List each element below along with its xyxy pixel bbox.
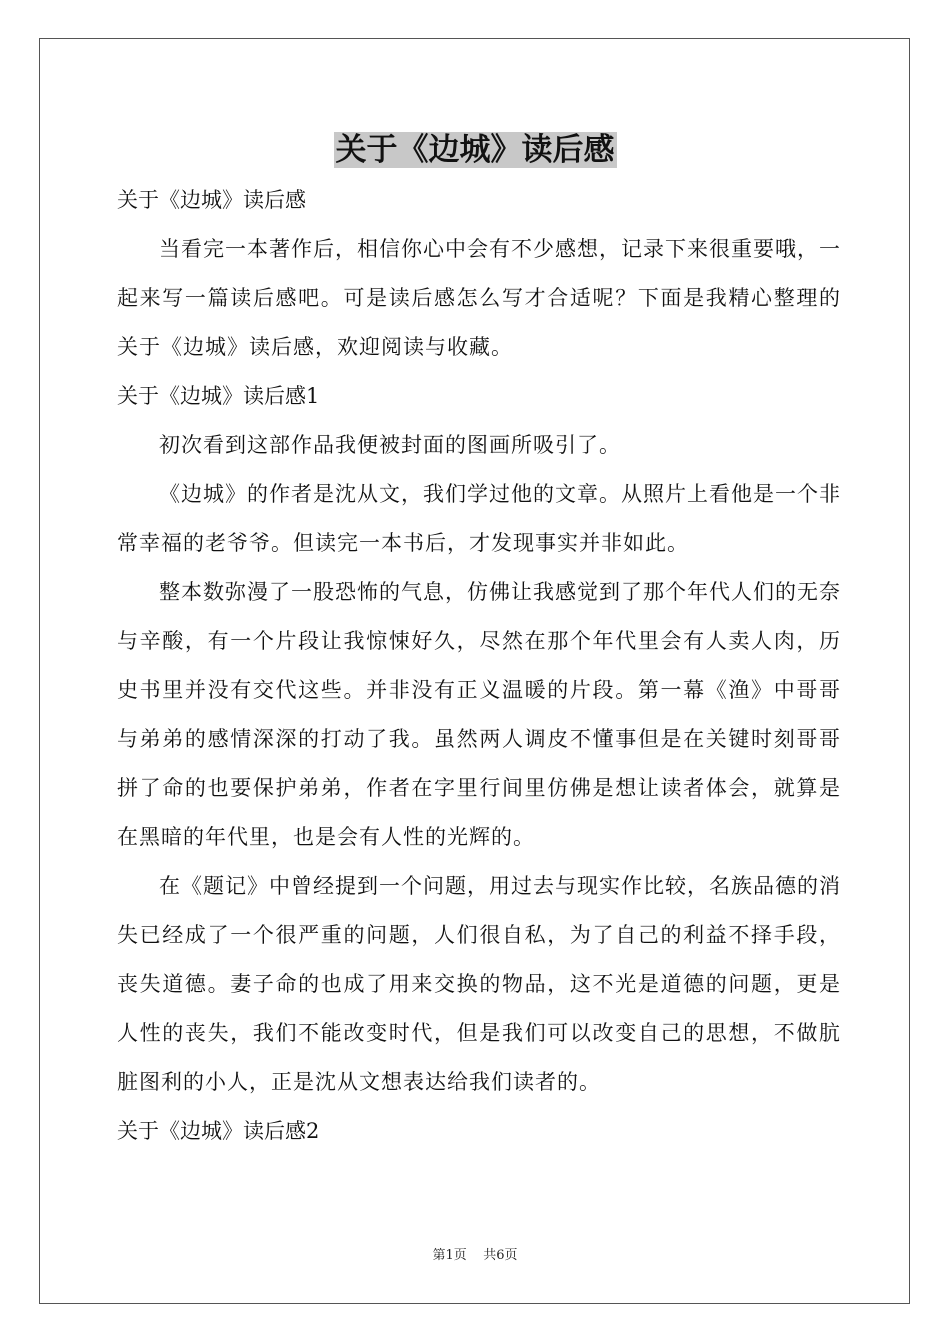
document-body (117, 176, 841, 1156)
section-heading-2: 关于《边城》读后感2 (117, 1119, 320, 1143)
paragraph: 整本数弥漫了一股恐怖的气息，仿佛让我感觉到了那个年代人们的无奈与辛酸，有一个片段让我惊悚好久，尽然在那个年代里会有人卖人肉，历史书里并没有交代这些。并非没有正义温暖的片段。第一幕《渔》中哥哥与弟弟的感情深深的打动了我。虽然两人调皮不懂事但是在关键时刻哥哥拼了命的也要保护弟弟，作者在字里行间里仿佛是想让读者体会，就算是在黑暗的年代里，也是会有人性的光辉的。 (117, 580, 841, 849)
paragraph: 初次看到这部作品我便被封面的图画所吸引了。 (159, 433, 621, 457)
page-number: 第1页 (432, 1248, 467, 1263)
section-heading: 关于《边城》读后感 (117, 188, 306, 212)
document-title-text: 关于《边城》读后感 (335, 132, 615, 168)
section-heading-1: 关于《边城》读后感1 (117, 384, 320, 408)
paragraph: 《边城》的作者是沈从文，我们学过他的文章。从照片上看他是一个非常幸福的老爷爷。但读完一本书后，才发现事实并非如此。 (117, 482, 841, 555)
page-total: 共6页 (483, 1248, 518, 1263)
paragraph: 在《题记》中曾经提到一个问题，用过去与现实作比较，名族品德的消失已经成了一个很严重的问题，人们很自私，为了自己的利益不择手段，丧失道德。妻子命的也成了用来交换的物品，这不光是道德的问题，更是人性的丧失，我们不能改变时代，但是我们可以改变自己的思想，不做肮脏图利的小人，正是沈从文想表达给我们读者的。 (117, 874, 841, 1094)
page-footer (0, 1246, 950, 1266)
intro-paragraph: 当看完一本著作后，相信你心中会有不少感想，记录下来很重要哦，一起来写一篇读后感吧。可是读后感怎么写才合适呢？下面是我精心整理的关于《边城》读后感，欢迎阅读与收藏。 (117, 237, 841, 359)
document-title (0, 128, 950, 172)
